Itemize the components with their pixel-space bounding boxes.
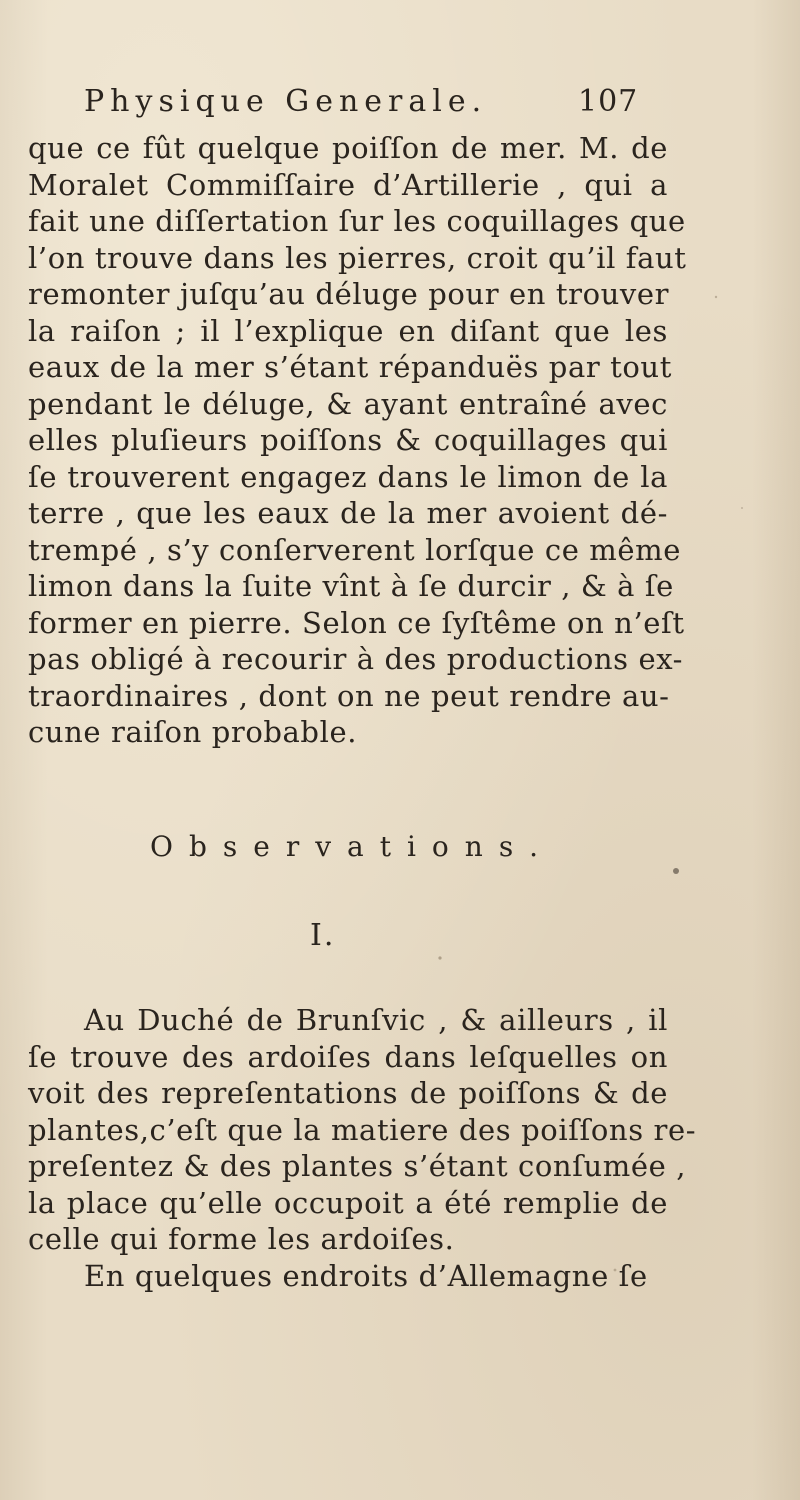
text-line: la place qu’elle occupoit a été remplie de — [28, 1185, 668, 1220]
text-line: pas obligé à recourir à des productions ex- — [28, 642, 684, 676]
ink-speck — [438, 956, 441, 959]
text-line: fait une diſſertation ſur les coquillages que — [28, 204, 686, 238]
text-line: limon dans la ſuite vînt à ſe durcir , & à ſe — [28, 569, 674, 603]
ink-speck — [673, 868, 679, 874]
text-line: ſe trouverent engagez dans le limon de la — [28, 459, 668, 494]
text-line: voit des repreſentations de poiſſons & de — [28, 1076, 668, 1110]
page-number: 107 — [578, 84, 639, 119]
text-line: cune raiſon probable. — [28, 715, 358, 749]
text-line: eaux de la mer s’étant répanduës par tout — [28, 350, 672, 384]
observation-paragraph — [28, 1002, 697, 1294]
text-line: pendant le déluge, & ayant entraîné avec — [28, 386, 668, 421]
text-line: remonter juſqu’au déluge pour en trouver — [28, 277, 670, 311]
text-line: celle qui forme les ardoiſes. — [28, 1222, 455, 1256]
text-line: former en pierre. Selon ce ſyſtême on n’eſt — [28, 605, 685, 640]
text-line: preſentez & des plantes s’étant conſumée , — [28, 1149, 687, 1183]
text-line: l’on trouve dans les pierres, croit qu’il faut — [28, 240, 687, 275]
ink-speck — [715, 296, 717, 298]
text-line: trempé , s’y conſerverent lorſque ce même — [28, 532, 682, 567]
text-line: En quelques endroits d’Allemagne ſe — [84, 1258, 648, 1293]
text-line: Moralet Commiſſaire d’Artillerie , qui a — [28, 167, 668, 202]
text-line: plantes,c’eſt que la matiere des poiſſons re- — [28, 1112, 697, 1147]
text-line: traordinaires , dont on ne peut rendre au- — [28, 678, 670, 713]
section-heading: Observations. — [150, 830, 555, 863]
text-line: elles pluſieurs poiſſons & coquillages qui — [28, 423, 668, 457]
text-line: terre , que les eaux de la mer avoient dé- — [28, 496, 668, 530]
text-line: ſe trouve des ardoiſes dans leſquelles on — [28, 1039, 668, 1074]
ink-speck — [741, 507, 743, 509]
text-line: Au Duché de Brunſvic , & ailleurs , il — [84, 1003, 668, 1037]
running-head — [0, 84, 800, 128]
text-line: que ce fût quelque poiſſon de mer. M. de — [28, 131, 668, 165]
running-title: Physique Generale. — [84, 84, 488, 119]
text-line: la raiſon ; il l’explique en diſant que les — [28, 313, 668, 348]
section-number: I. — [310, 918, 336, 953]
body-paragraph — [28, 130, 687, 751]
